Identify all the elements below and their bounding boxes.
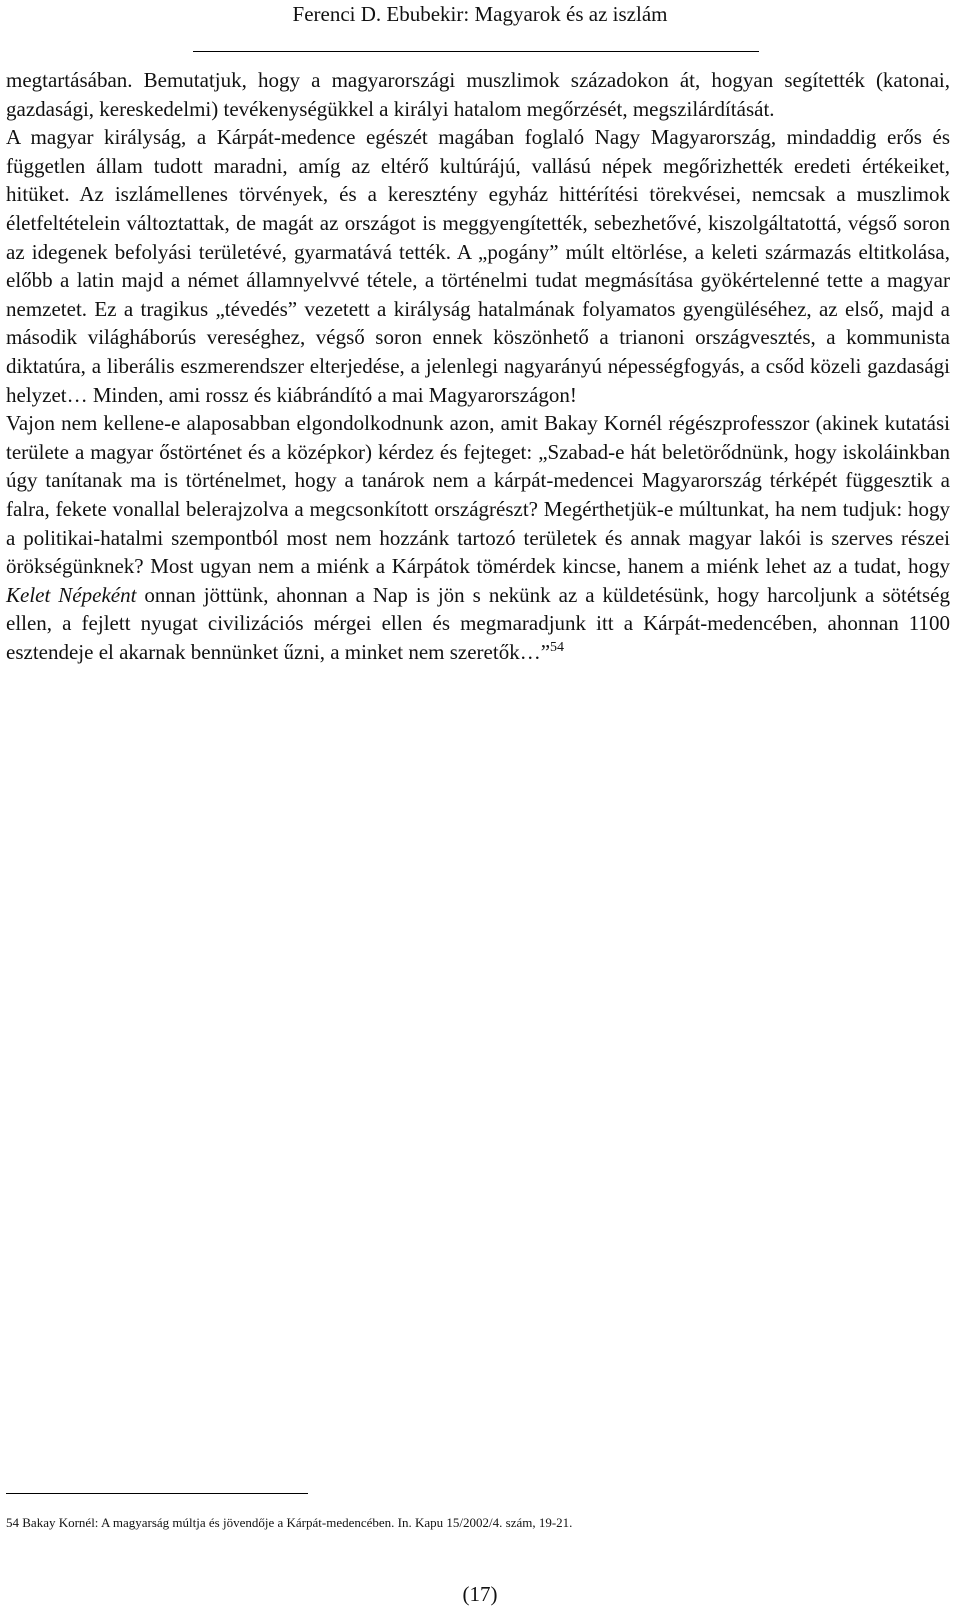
paragraph-1: megtartásában. Bemutatjuk, hogy a magyarországi muszlimok századokon át, hogyan segítették (katonai, gazdasági, kereskedelmi) tevékenységükkel a királyi hatalom megőrzését, megszilárdítását. [6,68,950,121]
footnote: 54 Bakay Kornél: A magyarság múltja és jövendője a Kárpát-medencében. In. Kapu 15/2002/4. szám, 19-21. [6,1515,573,1530]
paragraph-3-italic-phrase: Kelet Népeként [6,582,137,607]
header-title: Ferenci D. Ebubekir: Magyarok és az iszlám [292,2,668,26]
body-text [6,66,950,666]
paragraph-3-text-start: Vajon nem kellene-e alaposabban elgondolkodnunk azon, amit Bakay Kornél régészprofesszor (akinek kutatási területe a magyar őstörténet és a középkor) kérdez és fejteget: „Szabad-e hát beletörődnünk, hogy iskoláinkban úgy tanítanak ma is történelmet, hogy a tanárok nem a kárpát-medencei Magyarország térképét függesztik a falra, fekete vonallal belerajzolva a megcsonkított országrészt? Megérthetjük-e múltunkat, ha nem tudjuk: hogy a politikai-hatalmi szempontból most nem hozzánk tartozó területek és annak magyar lakói is szerves részei örökségünknek? Most ugyan nem a miénk a Kárpátok tömérdek kincse, hanem a miénk lehet az a tudat, hogy [6,411,950,579]
paragraph-2: A magyar királyság, a Kárpát-medence egészét magában foglaló Nagy Magyarország, mindaddig erős és független állam tudott maradni, amíg az eltérő kultúrájú, vallású népek megőrizhették eredeti értékeiket, hitüket. Az iszlámellenes törvények, és a keresztény egyház hittérítési törekvései, nemcsak a muszlimok életfeltételein változtattak, de magát az országot is meggyengítették, sebezhetővé, kiszolgáltatottá, végső soron az idegenek befolyási területévé, gyarmatává tették. A „pogány” múlt eltörlése, a keleti származás eltitkolása, előbb a latin majd a német államnyelvvé tétele, a történelmi tudat megmásítása gyökértelenné tette a magyar nemzetet. Ez a tragikus „tévedés” vezetett a királyság hatalmának folyamatos gyengüléséhez, az első, majd a második világháborús vereséghez, végső soron ennek köszönhető a trianoni országvesztés, a kommunista diktatúra, a liberális eszmerendszer elterjedése, a jelenlegi nagyarányú népességfogyás, a csőd közeli gazdasági helyzet… Minden, ami rossz és kiábrándító a mai Magyarországon! [6,125,950,407]
paragraph-3 [6,409,950,666]
page-number: (17) [462,1582,498,1606]
header-rule [193,51,759,52]
footnote-rule [6,1493,308,1494]
paragraph-3-text-end: onnan jöttünk, ahonnan a Nap is jön s nekünk az a küldetésünk, hogy harcoljunk a sötétség ellen, a fejlett nyugat civilizációs mérgei ellen és megmaradjunk itt a Kárpát-medencében, ahonnan 1100 esztendeje el akarnak bennünket űzni, a minket nem szeretők…” [6,582,950,664]
running-header [0,0,960,28]
footnote-reference[interactable]: 54 [550,639,565,655]
